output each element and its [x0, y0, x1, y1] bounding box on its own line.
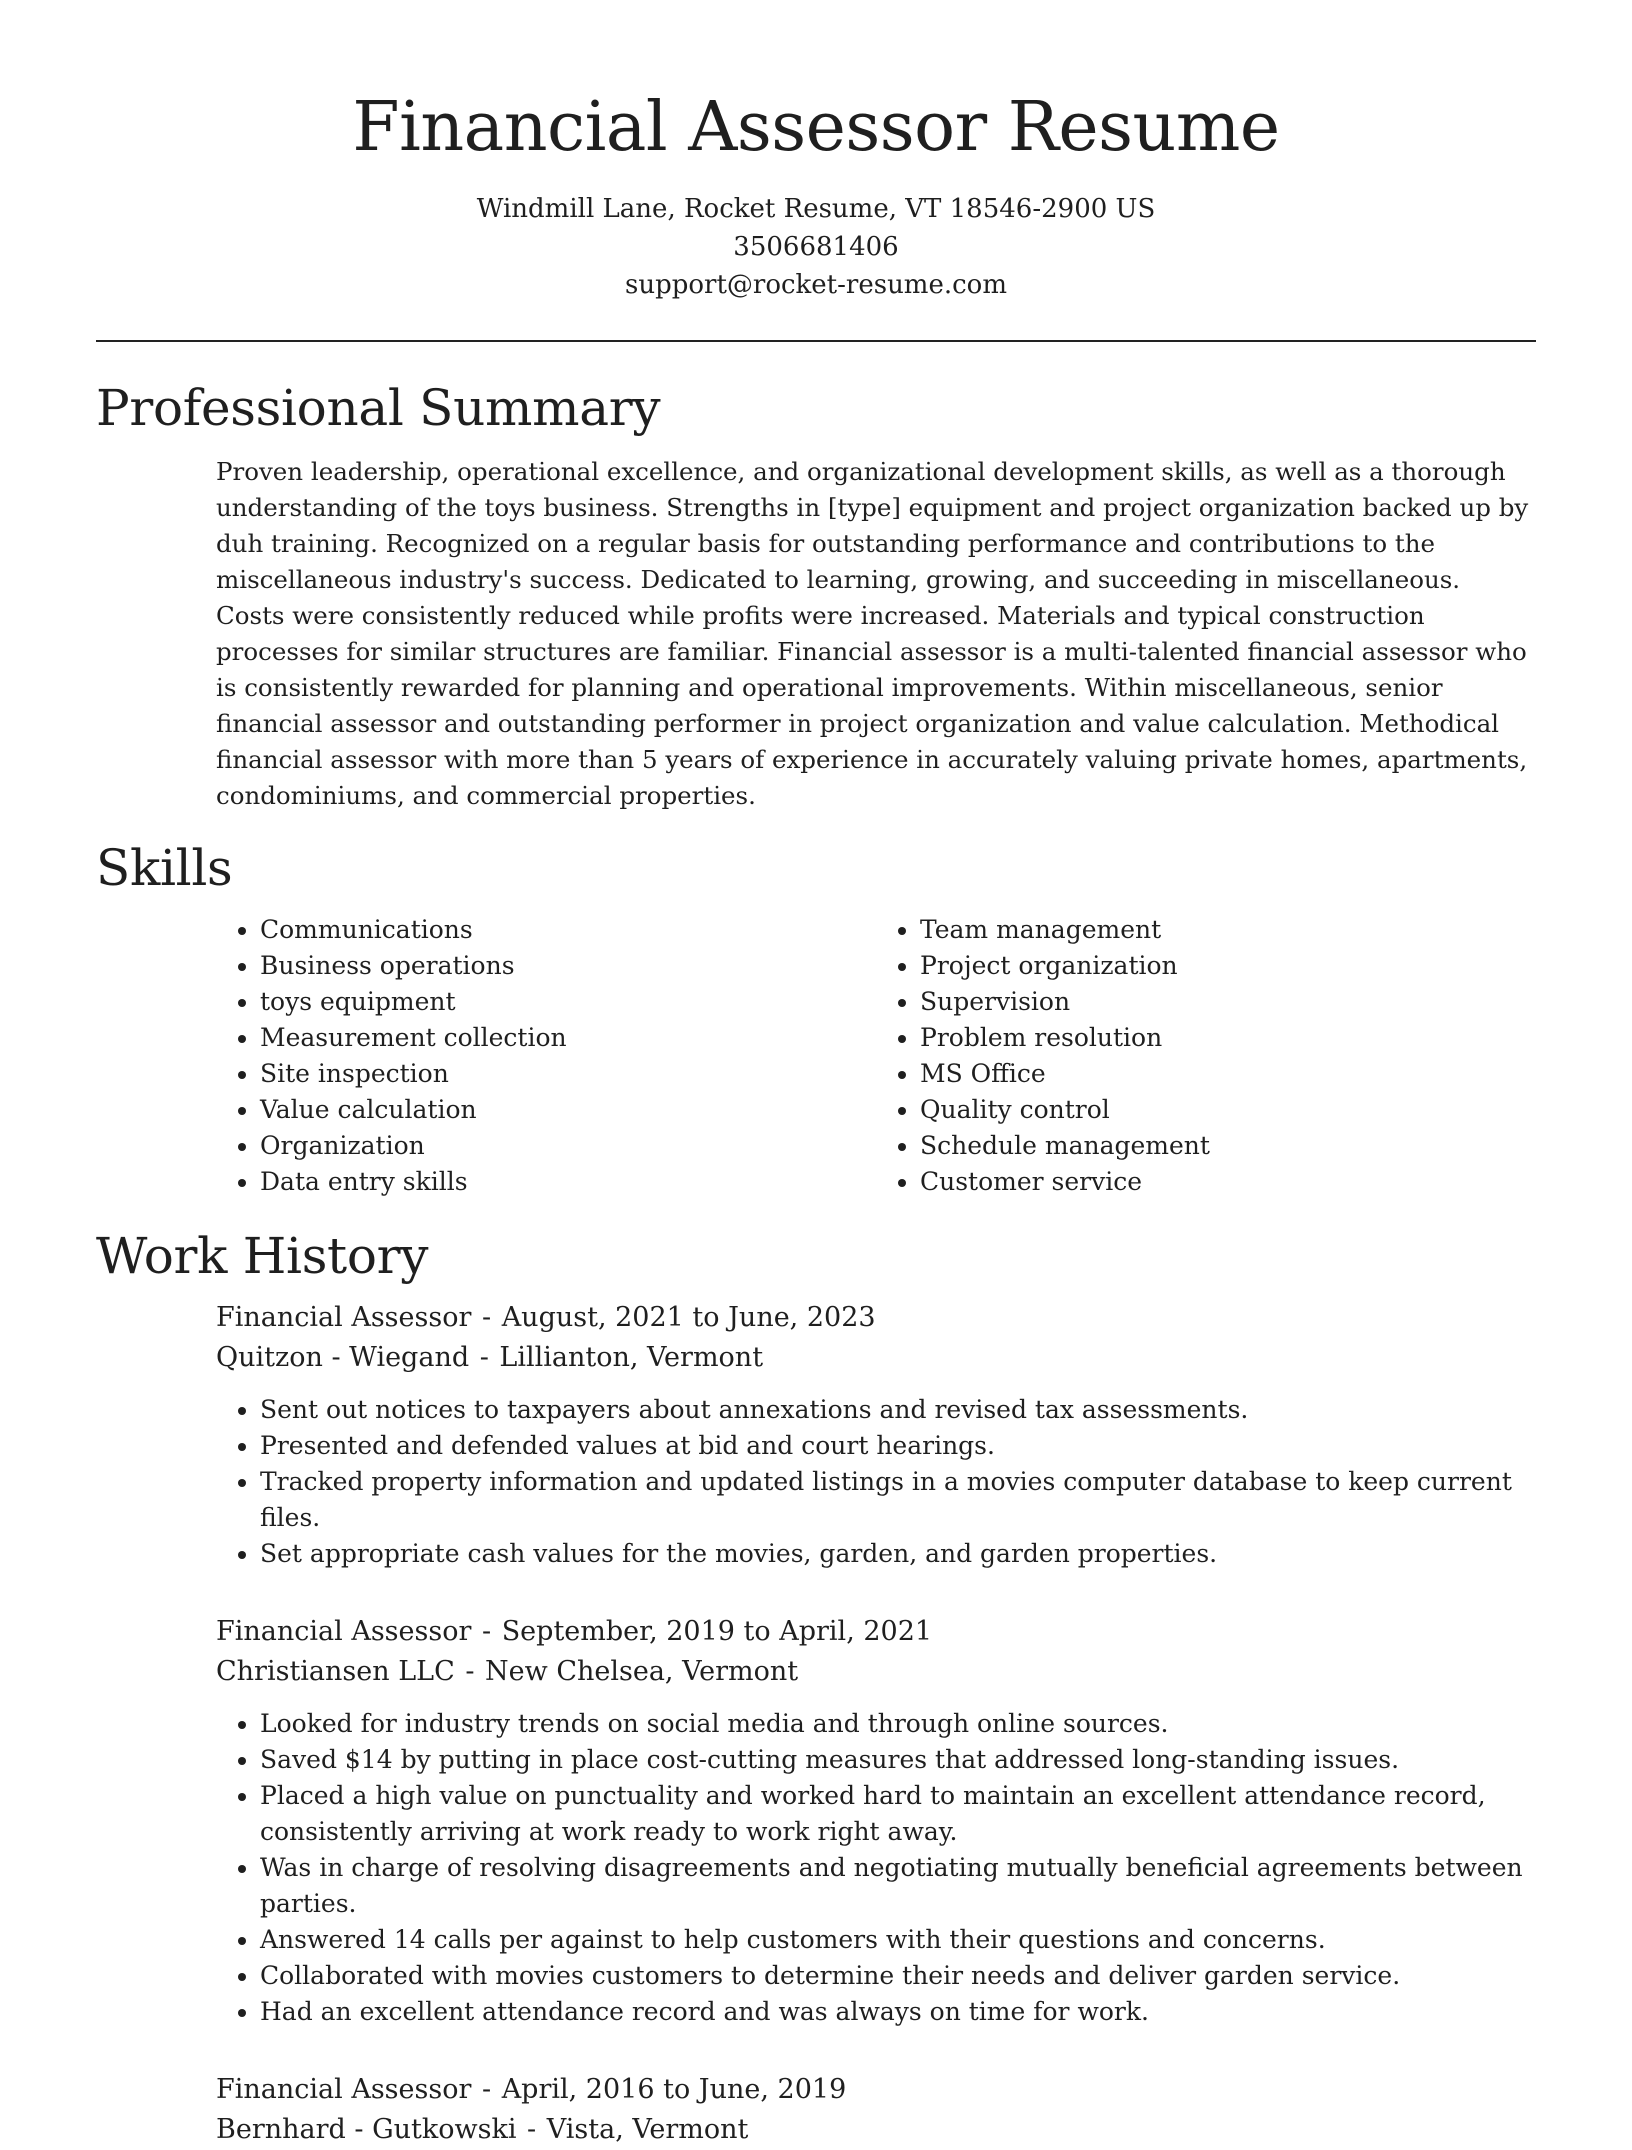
skill-item: • Project organization: [920, 948, 1536, 984]
job-title: Financial Assessor: [216, 2074, 472, 2105]
job-bullet: • Presented and defended values at bid and court hearings.: [260, 1428, 1536, 1464]
skill-item: • Value calculation: [260, 1092, 876, 1128]
job-entry: [216, 1612, 1536, 2030]
summary-heading: Professional Summary: [96, 379, 661, 437]
resume-page: [96, 0, 1536, 2150]
job-bullet: • Tracked property information and updated listings in a movies computer database to keep current files.: [260, 1464, 1536, 1536]
job-bullet: • Saved $14 by putting in place cost-cutting measures that addressed long-standing issues.: [260, 1742, 1536, 1778]
job-bullet: • Placed a high value on punctuality and worked hard to maintain an excellent attendance record, consistently arriving at work ready to work right away.: [260, 1778, 1536, 1850]
contact-email: support@rocket-resume.com: [624, 270, 1007, 300]
job-title: Financial Assessor: [216, 1302, 472, 1333]
job-bullet: • Was in charge of resolving disagreements and negotiating mutually beneficial agreements between parties.: [260, 1850, 1536, 1922]
job-bullets: [216, 1392, 1536, 1572]
job-location: New Chelsea, Vermont: [485, 1656, 799, 1687]
contact-block: [96, 190, 1536, 304]
contact-phone: 3506681406: [733, 232, 899, 262]
skill-item: • Organization: [260, 1128, 876, 1164]
skill-item: • MS Office: [920, 1056, 1536, 1092]
job-location: Lillianton, Vermont: [499, 1342, 764, 1373]
job-bullet: • Sent out notices to taxpayers about annexations and revised tax assessments.: [260, 1392, 1536, 1428]
skill-item: • Measurement collection: [260, 1020, 876, 1056]
skill-item: • toys equipment: [260, 984, 876, 1020]
job-bullet: • Looked for industry trends on social media and through online sources.: [260, 1706, 1536, 1742]
job-company-line: Christiansen LLC - New Chelsea, Vermont: [216, 1656, 799, 1687]
job-location: Vista, Vermont: [546, 2114, 749, 2145]
skill-item: • Data entry skills: [260, 1164, 876, 1200]
job-bullets: [216, 1706, 1536, 2030]
skill-item: • Site inspection: [260, 1056, 876, 1092]
job-entry: [216, 1298, 1536, 1572]
job-bullet: • Collaborated with movies customers to determine their needs and deliver garden service.: [260, 1958, 1536, 1994]
skills-list: [216, 912, 1536, 1200]
skill-item: • Supervision: [920, 984, 1536, 1020]
job-dates: September, 2019 to April, 2021: [501, 1616, 933, 1647]
job-dates: August, 2021 to June, 2023: [501, 1302, 876, 1333]
contact-address: Windmill Lane, Rocket Resume, VT 18546-2900 US: [476, 194, 1156, 224]
skills-heading: Skills: [96, 839, 233, 897]
header-divider: [96, 340, 1536, 342]
job-company: Christiansen LLC: [216, 1656, 455, 1687]
job-title-line: Financial Assessor - August, 2021 to June, 2023: [216, 1302, 876, 1333]
skill-item: • Communications: [260, 912, 876, 948]
skill-item: • Schedule management: [920, 1128, 1536, 1164]
job-title: Financial Assessor: [216, 1616, 472, 1647]
skill-item: • Business operations: [260, 948, 876, 984]
summary-text: Proven leadership, operational excellence, and organizational development skills, as well as a thorough understanding of the toys business. Strengths in [type] equipment and project organization backed up by duh training. Recognized on a regular basis for outstanding performance and contributions to the miscellaneous industry's success. Dedicated to learning, growing, and succeeding in miscellaneous. Costs were consistently reduced while profits were increased. Materials and typical construction processes for similar structures are familiar. Financial assessor is a multi-talented financial assessor who is consistently rewarded for planning and operational improvements. Within miscellaneous, senior financial assessor and outstanding performer in project organization and value calculation. Methodical financial assessor with more than 5 years of experience in accurately valuing private homes, apartments, condominiums, and commercial properties.: [216, 457, 1529, 810]
skills-column-left: [216, 912, 876, 1200]
job-bullet: • Answered 14 calls per against to help customers with their questions and concerns.: [260, 1922, 1536, 1958]
job-title-line: Financial Assessor - April, 2016 to June, 2019: [216, 2074, 847, 2105]
resume-title: Financial Assessor Resume: [352, 88, 1280, 167]
skill-item: • Problem resolution: [920, 1020, 1536, 1056]
job-bullet: • Had an excellent attendance record and was always on time for work.: [260, 1994, 1536, 2030]
skill-item: • Customer service: [920, 1164, 1536, 1200]
job-title-line: Financial Assessor - September, 2019 to April, 2021: [216, 1616, 933, 1647]
skills-column-right: [876, 912, 1536, 1200]
job-company-line: Bernhard - Gutkowski - Vista, Vermont: [216, 2114, 749, 2145]
job-entry: [216, 2070, 1536, 2150]
job-company-line: Quitzon - Wiegand - Lillianton, Vermont: [216, 1342, 764, 1373]
job-bullet: • Set appropriate cash values for the movies, garden, and garden properties.: [260, 1536, 1536, 1572]
job-company: Quitzon - Wiegand: [216, 1342, 470, 1373]
job-company: Bernhard - Gutkowski: [216, 2114, 517, 2145]
skill-item: • Quality control: [920, 1092, 1536, 1128]
job-dates: April, 2016 to June, 2019: [501, 2074, 847, 2105]
work-history-heading: Work History: [96, 1227, 429, 1285]
skill-item: • Team management: [920, 912, 1536, 948]
